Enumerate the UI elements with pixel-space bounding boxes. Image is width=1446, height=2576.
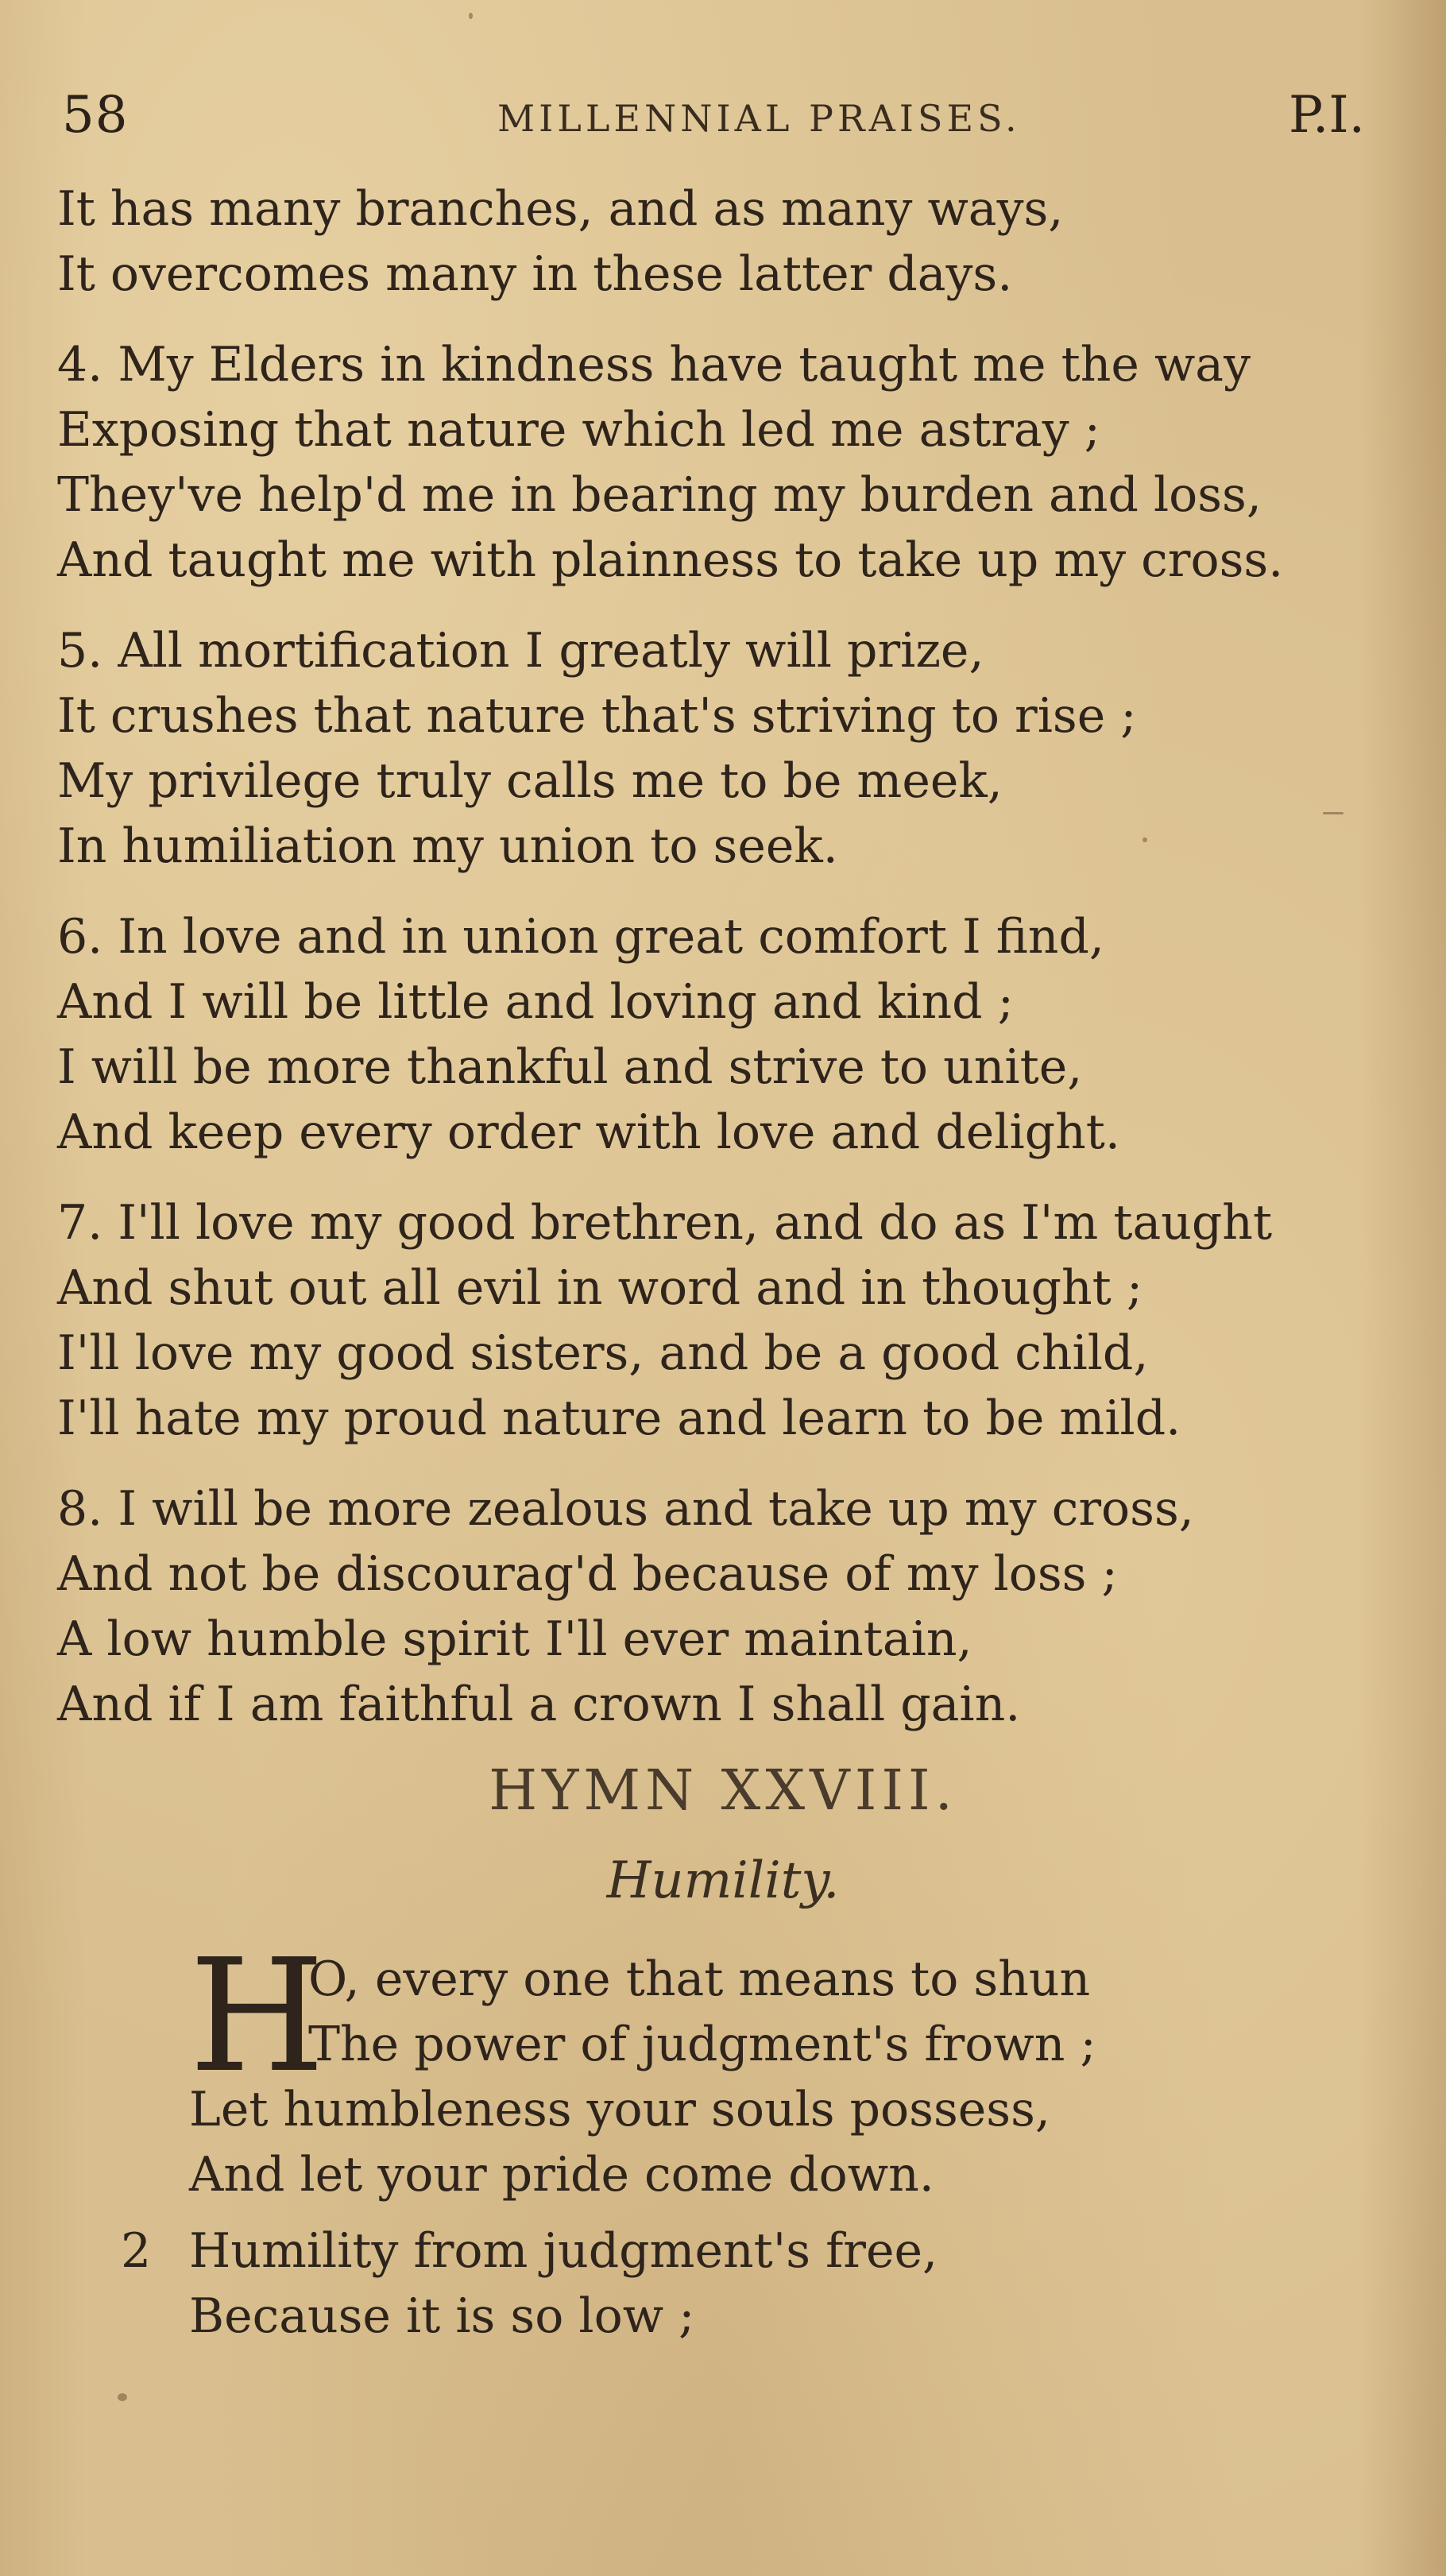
verse-line: I'll hate my proud nature and learn to be mild. bbox=[57, 1390, 1181, 1446]
verse-line: And I will be little and loving and kind ; bbox=[57, 974, 1014, 1030]
part-label: P.I. bbox=[1288, 86, 1365, 145]
verse-line: They've help'd me in bearing my burden and loss, bbox=[57, 467, 1262, 523]
stanza-4 bbox=[57, 332, 1376, 593]
verse-line: And taught me with plainness to take up my cross. bbox=[57, 532, 1284, 588]
hymn-line-text: Humility from judgment's free, bbox=[189, 2223, 938, 2279]
hymn-line-with-number bbox=[121, 2218, 1313, 2284]
verse-line: 8. I will be more zealous and take up my cross, bbox=[57, 1481, 1194, 1537]
hymn-line: Let humbleness your souls possess, bbox=[189, 2082, 1050, 2137]
hymn-title: HYMN XXVIII. bbox=[489, 1758, 957, 1823]
stanza-7 bbox=[57, 1190, 1376, 1451]
hymn-line: The power of judgment's frown ; bbox=[308, 2017, 1096, 2072]
verse-line: I will be more thankful and strive to unite, bbox=[57, 1039, 1083, 1095]
running-title: MILLENNIAL PRAISES. bbox=[497, 97, 1021, 140]
verse-line: A low humble spirit I'll ever maintain, bbox=[57, 1611, 972, 1667]
hymn-stanza-2 bbox=[121, 2218, 1313, 2349]
verse-line: In humiliation my union to seek. bbox=[57, 818, 838, 874]
verse-line: 4. My Elders in kindness have taught me the way bbox=[57, 337, 1251, 393]
verses-block bbox=[57, 176, 1376, 1762]
verse-line: My privilege truly calls me to be meek, bbox=[57, 753, 1003, 809]
verse-line: And if I am faithful a crown I shall gain. bbox=[57, 1677, 1021, 1732]
stanza-6 bbox=[57, 904, 1376, 1165]
page-header bbox=[62, 86, 1365, 149]
drop-cap: H bbox=[189, 1926, 325, 2107]
verse-line: I'll love my good sisters, and be a good child, bbox=[57, 1325, 1149, 1381]
verse-line: 6. In love and in union great comfort I find, bbox=[57, 909, 1104, 965]
verse-line: 7. I'll love my good brethren, and do as I'm taught bbox=[57, 1195, 1273, 1251]
paper-speck bbox=[1323, 812, 1344, 814]
hymn-stanza-1 bbox=[189, 1926, 1301, 2207]
verse-line: Exposing that nature which led me astray ; bbox=[57, 402, 1100, 458]
stanza-continuation bbox=[57, 176, 1376, 307]
hymn-subtitle: Humility. bbox=[606, 1851, 840, 1910]
page-number: 58 bbox=[62, 86, 129, 145]
stanza-5 bbox=[57, 618, 1376, 879]
verse-line: And shut out all evil in word and in thought ; bbox=[57, 1260, 1143, 1316]
paper-speck bbox=[118, 2393, 127, 2401]
paper-speck bbox=[1142, 837, 1147, 842]
hymn-line: Because it is so low ; bbox=[189, 2288, 695, 2344]
stanza-number: 2 bbox=[121, 2223, 152, 2279]
paper-speck bbox=[469, 13, 473, 19]
verse-line: And keep every order with love and delight. bbox=[57, 1104, 1120, 1160]
hymn-line: O, every one that means to shun bbox=[308, 1951, 1091, 2007]
verse-line: It has many branches, and as many ways, bbox=[57, 181, 1064, 237]
verse-line: It overcomes many in these latter days. bbox=[57, 246, 1013, 302]
hymn-line: And let your pride come down. bbox=[189, 2147, 934, 2203]
verse-line: It crushes that nature that's striving to rise ; bbox=[57, 688, 1137, 744]
verse-line: And not be discourag'd because of my loss ; bbox=[57, 1546, 1118, 1602]
verse-line: 5. All mortification I greatly will prize, bbox=[57, 623, 984, 679]
stanza-8 bbox=[57, 1476, 1376, 1737]
